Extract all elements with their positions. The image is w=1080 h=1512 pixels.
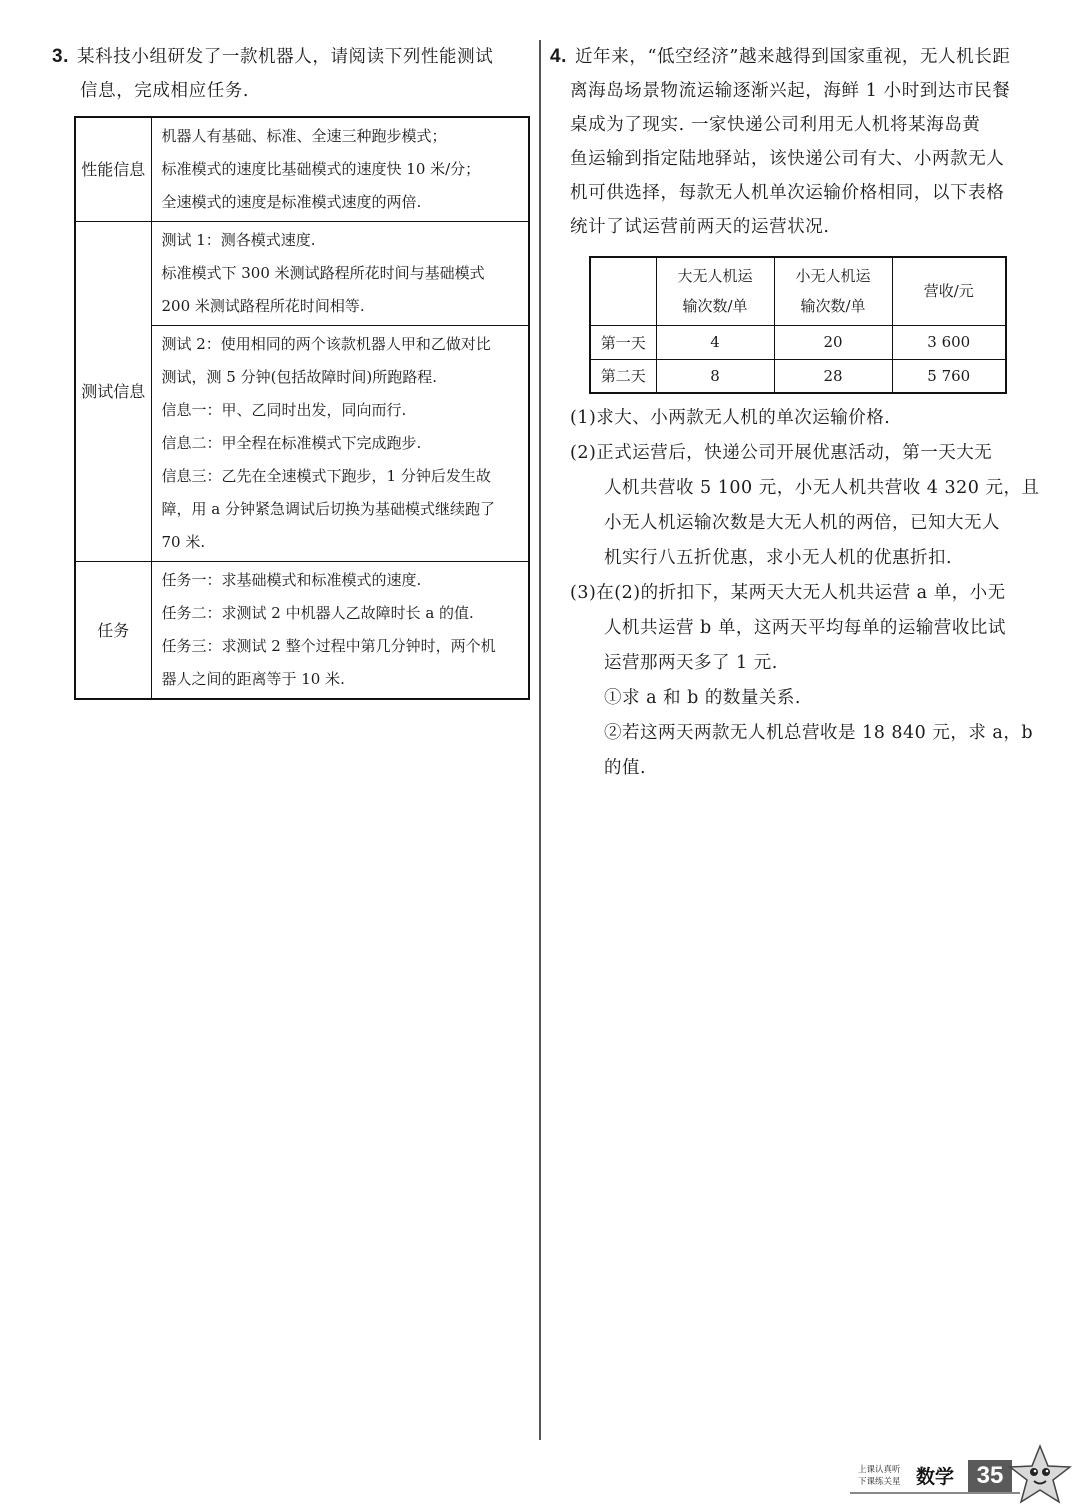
header-cell-empty <box>590 257 656 325</box>
q4-intro: 4. 近年来，“低空经济”越来越得到国家重视，无人机长距 离海岛场景物流运输逐渐兴起，海鲜 1 小时到达市民餐 桌成为了现实. 一家快递公司利用无人机将某海岛黄 鱼运输到指定陆地驿站，该快递公司有大、小两款无人 机可供选择，每款无人机单次运输价格相同，以下表格 统计了试运营前两天的运营状况. <box>550 46 1011 237</box>
task-cell: 任务一：求基础模式和标准模式的速度. 任务二：求测试 2 中机器人乙故障时长 a 的值. 任务三：求测试 2 整个过程中第几分钟时，两个机 器人之间的距离等于 10 米. <box>151 562 529 700</box>
column-divider <box>539 40 541 1440</box>
row-label-task: 任务 <box>75 562 151 700</box>
q4-part-1: (1)求大、小两款无人机的单次运输价格. <box>570 408 891 428</box>
footer-subject: 数学 <box>916 1466 955 1488</box>
q3-intro: 3. 某科技小组研发了一款机器人，请阅读下列性能测试 信息，完成相应任务. <box>52 46 494 101</box>
row-label-test: 测试信息 <box>75 222 151 562</box>
table-row <box>75 117 529 222</box>
performance-info-cell: 机器人有基础、标准、全速三种跑步模式； 标准模式的速度比基础模式的速度快 10 米/分； 全速模式的速度是标准模式速度的两倍. <box>151 117 529 222</box>
q3-number: 3. <box>52 46 70 67</box>
q4-number: 4. <box>550 46 568 67</box>
header-cell-revenue: 营收/元 <box>892 257 1006 325</box>
table-row <box>75 222 529 326</box>
table-row <box>75 562 529 700</box>
page-footer <box>850 1460 1080 1500</box>
q4-part-3: (3)在(2)的折扣下，某两天大无人机共运营 a 单，小无 人机共运营 b 单，这两天平均每单的运输营收比试 运营那两天多了 1 元. ①求 a 和 b 的数量关系. ②若这两天两款无人机总营收是 18 840 元，求 a，b 的值. <box>570 583 1034 778</box>
header-cell-small-drone: 小无人机运 输次数/单 <box>774 257 892 325</box>
row-label-performance: 性能信息 <box>75 117 151 222</box>
q3-info-table <box>74 116 530 700</box>
table-row: 第一天 4 20 3 600 <box>590 325 1006 359</box>
star-mascot-icon <box>1008 1444 1072 1504</box>
test2-cell: 测试 2：使用相同的两个该款机器人甲和乙做对比 测试，测 5 分钟(包括故障时间)所跑路程. 信息一：甲、乙同时出发，同向而行. 信息二：甲全程在标准模式下完成跑步. 信息三：乙先在全速模式下跑步，1 分钟后发生故 障，用 a 分钟紧急调试后切换为基础模式继续跑了 70 米. <box>151 326 529 562</box>
test1-cell: 测试 1：测各模式速度. 标准模式下 300 米测试路程所花时间与基础模式 200 米测试路程所花时间相等. <box>151 222 529 326</box>
footer-rule <box>850 1492 1020 1494</box>
page-number: 35 <box>968 1460 1012 1492</box>
table-row: 第二天 8 28 5 760 <box>590 359 1006 393</box>
table-header-row <box>590 257 1006 325</box>
q4-part-2: (2)正式运营后，快递公司开展优惠活动，第一天大无 人机共营收 5 100 元，小无人机共营收 4 320 元，且 小无人机运输次数是大无人机的两倍，已知大无人 机实行八五折优惠，求小无人机的优惠折扣. <box>570 443 1040 568</box>
header-cell-large-drone: 大无人机运 输次数/单 <box>656 257 774 325</box>
q4-operations-table <box>589 256 1007 394</box>
footer-slogan: 上课认真听 下课练关星 <box>858 1465 901 1487</box>
